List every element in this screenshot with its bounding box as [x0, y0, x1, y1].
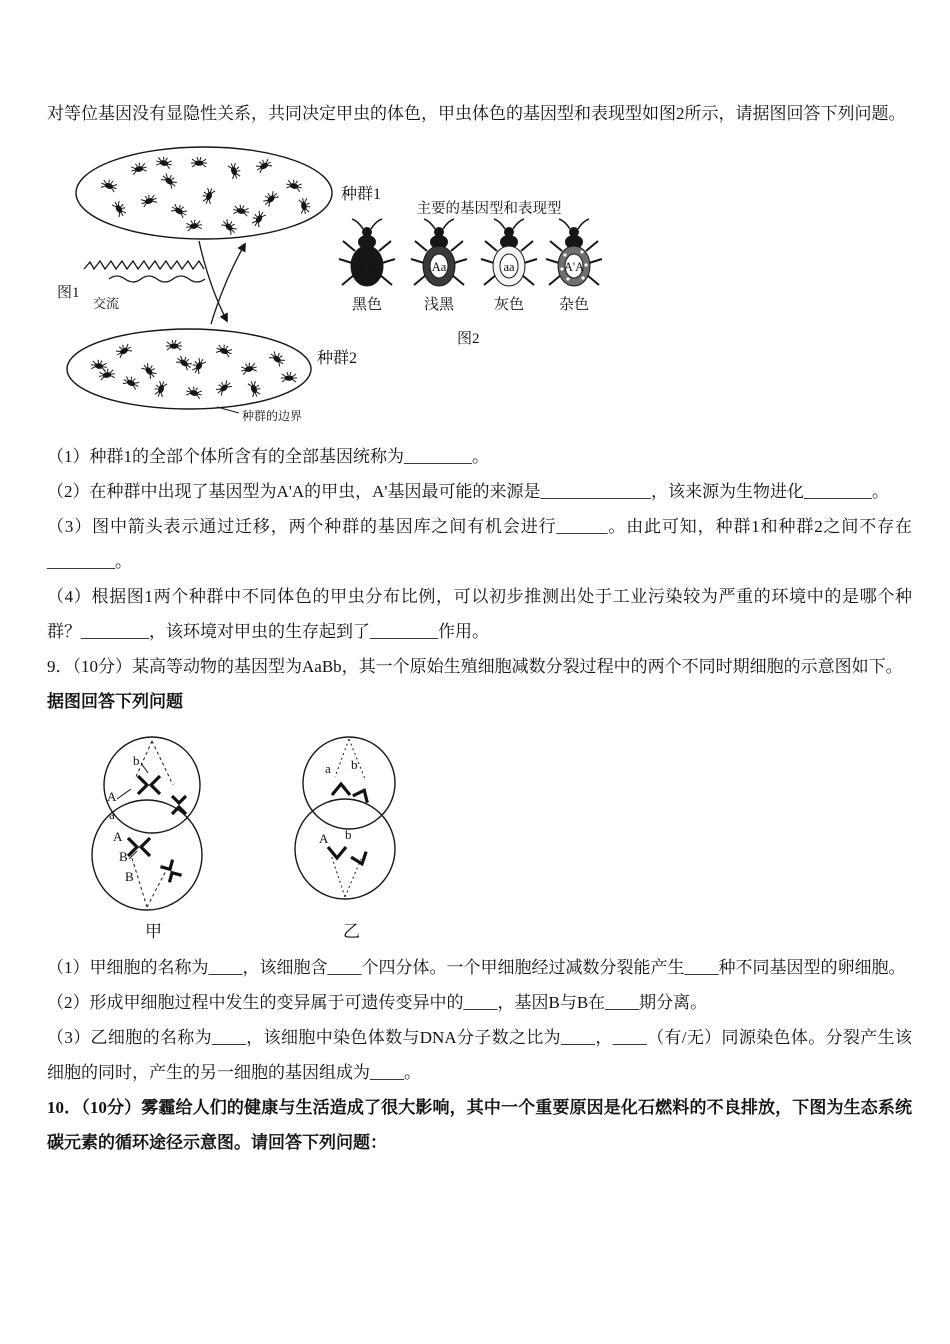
svg-text:A: A [113, 829, 123, 844]
cell-jia-label: 甲 [145, 922, 162, 941]
q9-item-1: （1）甲细胞的名称为____，该细胞含____个四分体。一个甲细胞经过减数分裂能产生____种不同基因型的卵细胞。 [47, 958, 906, 977]
figure2-caption: 图2 [457, 331, 480, 347]
phenotype-label: 浅黑 [423, 297, 455, 313]
svg-text:b: b [133, 753, 140, 768]
q9-header: 9．（10分）某高等动物的基因型为AaBb，其一个原始生殖细胞减数分裂过程中的两个不同时期细胞的示意图如下。 [47, 657, 903, 676]
population2-beetles [90, 340, 297, 399]
genotype-label: A'A [563, 260, 585, 274]
svg-text:B: B [119, 849, 128, 864]
q8-item-4: （4）根据图1两个种群中不同体色的甲虫分布比例，可以初步推测出处于工业污染较为严重的环境中的是哪个种群？________，该环境对甲虫的生存起到了________作用。 [47, 587, 912, 641]
migration-arrows [199, 241, 245, 324]
beetle-black [339, 219, 395, 286]
exchange-label: 交流 [93, 296, 120, 311]
spindle-fibers [331, 739, 365, 897]
svg-text:a: a [325, 761, 331, 776]
population1-beetles [100, 155, 311, 235]
beetle-mottled [546, 219, 602, 286]
figure1-caption: 图1 [57, 285, 80, 301]
q9-item-3: （3）乙细胞的名称为____，该细胞中染色体数与DNA分子数之比为____，____（有/无）同源染色体。分裂产生该细胞的同时，产生的另一细胞的基因组成为____。 [47, 1028, 912, 1082]
figure-meiosis-cells [49, 723, 479, 948]
cell-yi-label: 乙 [343, 922, 360, 941]
population-boundary-label: 种群的边界 [242, 409, 303, 423]
q9-item-2: （2）形成甲细胞过程中发生的变异属于可遗传变异中的____，基因B与B在____期分离。 [47, 993, 708, 1012]
svg-text:b: b [351, 757, 358, 772]
cell-jia [92, 737, 202, 941]
figure2-group [339, 199, 602, 347]
chromosomes-yi [328, 784, 372, 867]
q10-header: 10．（10分）雾霾给人们的健康与生活造成了很大影响，其中一个重要原因是化石燃料的不良排放，下图为生态系统碳元素的循环途径示意图。请回答下列问题： [47, 1098, 912, 1152]
svg-text:A: A [319, 831, 329, 846]
phenotype-label: 灰色 [493, 297, 525, 313]
population1-label: 种群1 [341, 186, 382, 203]
beetle-gray [481, 219, 537, 286]
svg-text:A: A [107, 789, 117, 804]
phenotype-label: 杂色 [558, 297, 590, 313]
cell-yi [295, 737, 395, 941]
genotype-label: AA [357, 260, 377, 274]
population2-group [67, 329, 357, 423]
intro-text: 对等位基因没有显隐性关系，共同决定甲虫的体色，甲虫体色的基因型和表现型如图2所示，请据图回答下列问题。 [47, 104, 906, 123]
genotype-label: aa [503, 260, 515, 274]
q9-subheader: 据图回答下列问题 [47, 692, 183, 711]
boundary-leader-line [217, 407, 239, 413]
q8-item-2: （2）在种群中出现了基因型为A'A的甲虫，A'基因最可能的来源是_____________，该来源为生物进化________。 [47, 482, 889, 501]
beetle-dark [411, 219, 467, 286]
population1-group [76, 147, 381, 239]
ground-scribble [84, 261, 205, 282]
q8-item-3: （3）图中箭头表示通过迁移，两个种群的基因库之间有机会进行______。由此可知，种群1和种群2之间不存在________。 [47, 517, 912, 571]
chromosome-labels-jia [107, 753, 140, 884]
chromosome-labels-yi [319, 757, 358, 846]
q8-item-1: （1）种群1的全部个体所含有的全部基因统称为________。 [47, 447, 489, 466]
svg-text:b: b [345, 827, 352, 842]
phenotype-label: 黑色 [351, 297, 383, 313]
population2-label: 种群2 [317, 350, 358, 367]
figure-populations-and-genotypes [49, 141, 689, 433]
figure2-title: 主要的基因型和表现型 [416, 201, 562, 217]
svg-text:B: B [125, 869, 134, 884]
svg-text:a: a [109, 807, 115, 822]
chromosomes-jia [128, 776, 186, 882]
genotype-label: Aa [431, 260, 447, 274]
